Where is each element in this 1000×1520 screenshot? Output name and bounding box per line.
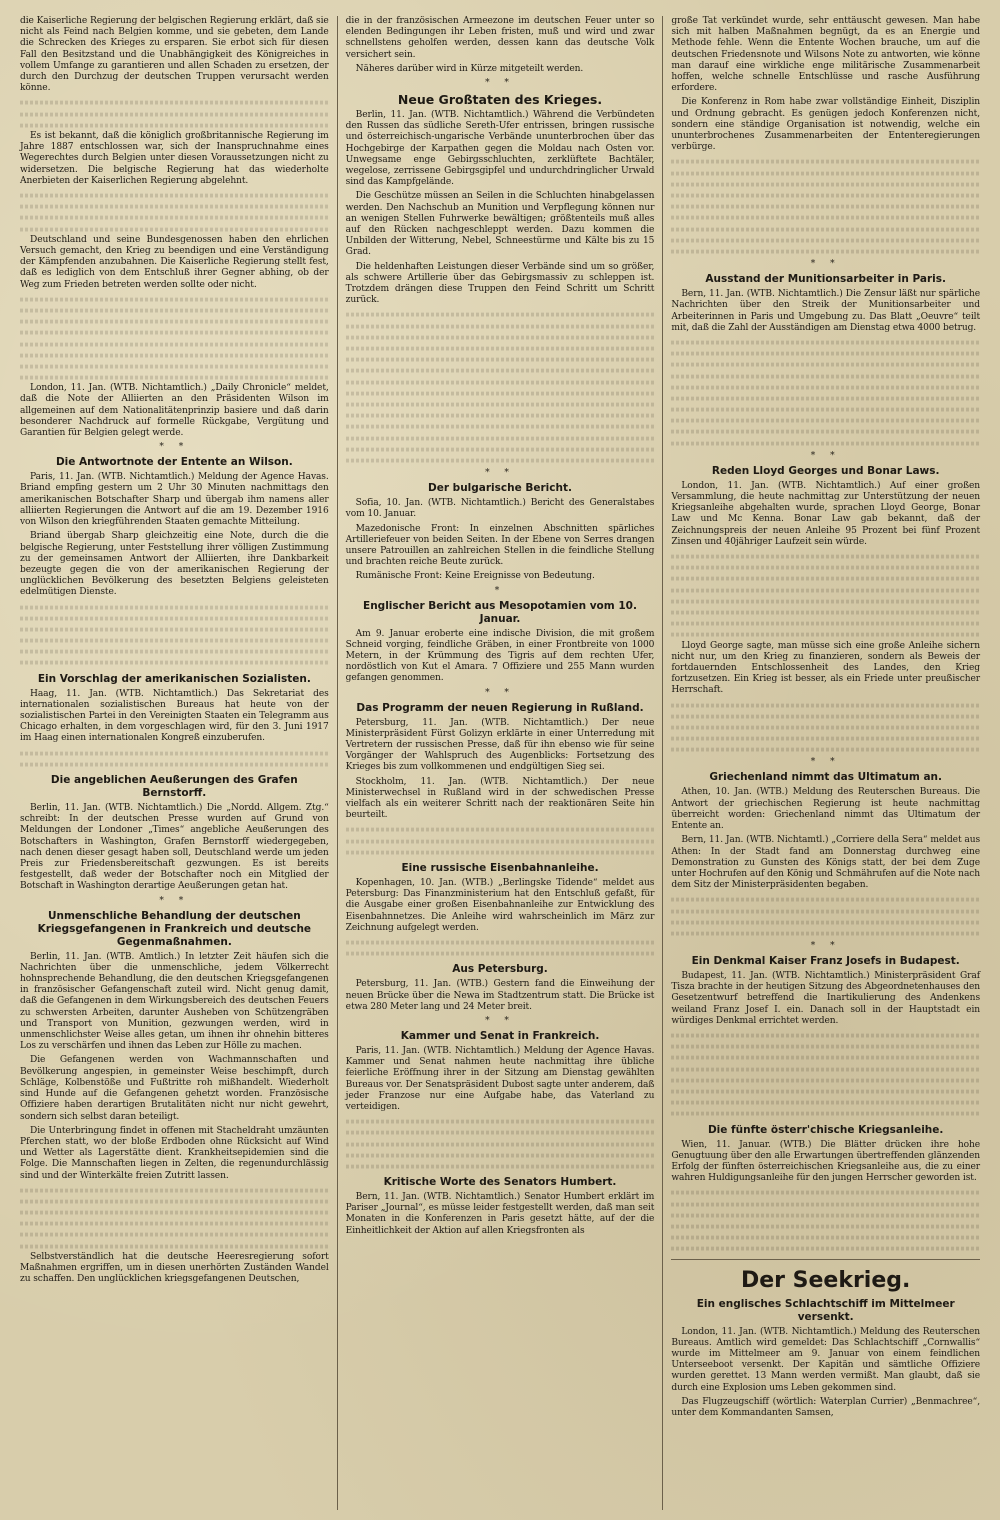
paragraph: Berlin, 11. Jan. (WTB. Amtlich.) In letzter Zeit häufen sich die Nachrichten über die unmenschliche, jedem Völkerrecht hohnsprechende Behandlung, die den deutschen Kriegsgefangenen in französischer Gefangenschaft zuteil wird. Nicht genug damit, daß die Gefangenen in dem Wirkungsbereich des deutschen Feuers zu schwersten Arbeiten, darunter Ausheben von Schützengräben und Transport von Munition, gezwungen werden, wird in unmenschlichster Weise alles getan, um ihnen ihr ohnehin bitteres Los zu verschärfen und ihnen das Leben zur Hölle zu machen. bbox=[20, 951, 329, 1052]
paragraph: Berlin, 11. Jan. (WTB. Nichtamtlich.) Während die Verbündeten den Russen das südliche Sereth-Ufer entrissen, bringen russische und österreichisch-ungarische Verbände ununterbrochen über das Hochgebirge der Karpathen gegen die Moldau nach Osten vor. Unwegsame enge Gebirgsschluchten, zerklüftete Bachtäler, wegelose, zerrissene Gebirgsgipfel und undurchdringlicher Urwald sind das Kampfgelände. bbox=[345, 110, 655, 188]
paragraph: Es ist bekannt, daß die königlich großbritannische Regierung im Jahre 1887 entschlossen war, sich der Inanspruchnahme eines Wegerechtes durch Belgien unter diesen Voraussetzungen nicht zu widersetzen. Die belgische Regierung hat das wiederholte Anerbieten der Kaiserlichen Regierung abgelehnt. bbox=[20, 130, 329, 186]
article-heading: Das Programm der neuen Regierung in Rußland. bbox=[356, 701, 644, 714]
section-rule bbox=[671, 1259, 980, 1260]
paragraph: Bern, 11. Jan. (WTB. Nichtamtl.) „Corriere della Sera“ meldet aus Athen: In der Stadt fand am Donnerstag durchweg eine Demonstration zu Gunsten des Königs statt, der bei dem Zuge unter Hochrufen auf den König und Schmährufen auf die Note nach dem Sitz der Ministerpräsidenten begaben. bbox=[671, 835, 981, 891]
article-heading: Ein Vorschlag der amerikanischen Sozialisten. bbox=[37, 672, 311, 685]
paragraph: London, 11. Jan. (WTB. Nichtamtlich.) Meldung des Reuterschen Bureaus. Amtlich wird gemeldet: Das Schlachtschiff „Cornwallis“ wurde im Mittelmeer am 9. Januar von einem feindlichen Unterseeboot versenkt. Der Kapitän und sämtliche Offiziere wurden gerettet. 13 Mann werden vermißt. Man glaubt, daß sie durch eine Explosion ums Leben gekommen sind. bbox=[671, 1326, 981, 1393]
column-2 bbox=[337, 16, 663, 1510]
column-3 bbox=[662, 16, 988, 1510]
paragraph: Selbstverständlich hat die deutsche Heeresregierung sofort Maßnahmen ergriffen, um in diesen unerhörten Zuständen Wandel zu schaffen. Den unglücklichen kriegsgefangenen Deutschen, bbox=[20, 1251, 329, 1285]
paragraph: Paris, 11. Jan. (WTB. Nichtamtlich.) Meldung der Agence Havas. Kammer und Senat nahmen heute nachmittag ihre übliche feierliche Eröffnung ihrer in der Sitzung am Dienstag gewählten Bureaus vor. Der Senatspräsident Dubost sagte unter anderem, daß jeder Franzose nur eine Aufgabe habe, das Vaterland zu verteidigen. bbox=[345, 1045, 655, 1112]
separator-stars: * * bbox=[159, 442, 190, 453]
section-heading: Der Seekrieg. bbox=[740, 1267, 911, 1293]
article-heading: Reden Lloyd Georges und Bonar Laws. bbox=[711, 464, 940, 477]
article-heading: Die angeblichen Aeußerungen des Grafen Bernstorff. bbox=[50, 774, 298, 800]
article-heading: Neue Großtaten des Krieges. bbox=[397, 92, 603, 108]
paragraph: die in der französischen Armeezone im deutschen Feuer unter so elenden Bedingungen ihr Leben fristen, muß und wird und zwar schnellstens geholfen werden, dessen kann das deutsche Volk versichert sein. bbox=[345, 16, 655, 60]
separator-stars: * * bbox=[485, 468, 515, 479]
separator-stars: * * bbox=[810, 941, 841, 952]
article-heading: Unmenschliche Behandlung der deutschen Kriegsgefangenen in Frankreich und deutsche Gegenmaßnahmen. bbox=[37, 909, 312, 948]
article-heading: Aus Petersburg. bbox=[452, 963, 548, 976]
article-heading: Ein Denkmal Kaiser Franz Josefs in Budapest. bbox=[691, 955, 960, 968]
paragraph: Paris, 11. Jan. (WTB. Nichtamtlich.) Meldung der Agence Havas. Briand empfing gestern um 2 Uhr 30 Minuten nachmittags den amerikanischen Botschafter Sharp und übergab ihm namens aller alliierten Regierungen die Antwort auf die am 19. Dezember 1916 von Wilson den kriegführenden Staaten gemachte Mitteilung. bbox=[20, 472, 329, 528]
paragraph: Kopenhagen, 10. Jan. (WTB.) „Berlingske Tidende“ meldet aus Petersburg: Das Finanzministerium hat den Entschluß gefaßt, für die Ausgabe einer großen Eisenbahnanleihe zur Entwicklung des Eisenbahnnetzes. Die Anleihe wird wahrscheinlich im März zur Zeichnung aufgelegt werden. bbox=[345, 877, 655, 933]
paragraph: Petersburg, 11. Jan. (WTB. Nichtamtlich.) Der neue Ministerpräsident Fürst Golizyn erklärte in einer Unterredung mit Vertretern der russischen Presse, daß für ihn ebenso wie für seine Vorgänger der Wahlspruch des Augenblicks: Fortsetzung des Krieges bis zum vollkommenen und endgültigen Sieg sei. bbox=[345, 717, 655, 773]
columns bbox=[12, 16, 988, 1510]
article-heading: Eine russische Eisenbahnanleihe. bbox=[401, 861, 599, 874]
separator-stars: * * bbox=[810, 259, 841, 270]
article-heading: Kritische Worte des Senators Humbert. bbox=[383, 1176, 617, 1189]
separator-stars: * * bbox=[810, 450, 841, 461]
paragraph: große Tat verkündet wurde, sehr enttäuscht gewesen. Man habe sich mit halben Maßnahmen begnügt, da es an Energie und Methode fehle. Wenn die Entente Wochen brauche, um auf die deutschen Friedensnote und Wilsons Note zu antworten, wie könne man darauf eine wirkliche enge militärische Zusammenarbeit hoffen, welche schnelle Entschlüsse und rasche Ausführung erfordere. bbox=[671, 16, 981, 94]
paragraph: London, 11. Jan. (WTB. Nichtamtlich.) „Daily Chronicle“ meldet, daß die Note der Alliierten an den Präsidenten Wilson im allgemeinen auf dem Nationalitätenprinzip basiere und daß darin besonderer Nachdruck auf formelle Rückgabe, Vergütung und Garantien für Belgien gelegt werde. bbox=[20, 383, 329, 439]
paragraph: Budapest, 11. Jan. (WTB. Nichtamtlich.) Ministerpräsident Graf Tisza brachte in der heutigen Sitzung des Abgeordnetenhauses den Gesetzentwurf betreffend die Inartikulierung des Andenkens weiland Franz Josef I. ein. Danach soll in der Hauptstadt ein würdiges Denkmal errichtet werden. bbox=[671, 971, 981, 1026]
paragraph: Mazedonische Front: In einzelnen Abschnitten spärliches Artilleriefeuer von beiden Seiten. In der Ebene von Serres drangen unsere Patrouillen an zahlreichen Stellen in die feindliche Stellung und brachten reiche Beute zurück. bbox=[345, 523, 655, 568]
paragraph: Die Konferenz in Rom habe zwar vollständige Einheit, Disziplin und Ordnung gebracht. Es genügen jedoch Konferenzen nicht, sondern eine ständige Organisation ist notwendig, welche ein ununterbrochenes Zusammenarbeiten der Ententeregierungen verbürge. bbox=[671, 97, 981, 153]
paragraph: London, 11. Jan. (WTB. Nichtamtlich.) Auf einer großen Versammlung, die heute nachmittag zur Unterstützung der neuen Kriegsanleihe abgehalten wurde, sprachen Lloyd George, Bonar Law und Mc Kenna. Bonar Law gab bekannt, daß der Zeichnungspreis der neuen Anleihe 95 Prozent bei fünf Prozent Zinsen und 40jähriger Laufzeit sein würde. bbox=[671, 480, 981, 547]
article-heading: Der bulgarische Bericht. bbox=[428, 482, 572, 495]
separator-stars: * * bbox=[485, 1015, 515, 1026]
paragraph: Berlin, 11. Jan. (WTB. Nichtamtlich.) Die „Nordd. Allgem. Ztg.“ schreibt: In der deutschen Presse wurden auf Grund von Meldungen der Londoner „Times“ angebliche Aeußerungen des Botschafters in Washington, Grafen Bernstorff wiedergegeben, nach denen dieser gesagt haben soll, Deutschland werde um jeden Preis zur Friedensbereitschaft gezwungen. Es ist bereits festgestellt, daß weder der Botschafter noch ein Mitglied der Botschaft in Washington derartige Aeußerungen getan hat. bbox=[20, 803, 329, 892]
paragraph: Bern, 11. Jan. (WTB. Nichtamtlich.) Senator Humbert erklärt im Pariser „Journal“, es müsse leider festgestellt werden, daß man seit Monaten in die Konferenzen in Paris gesetzt hätte, auf der die Einheitlichkeit der Aktion auf allen Kriegsfronten als bbox=[345, 1192, 655, 1236]
paragraph: Das Flugzeugschiff (wörtlich: Waterplan Currier) „Benmachree“, unter dem Kommandanten Samsen, bbox=[671, 1396, 981, 1418]
separator-stars: * * bbox=[159, 895, 190, 906]
paragraph: Rumänische Front: Keine Ereignisse von Bedeutung. bbox=[355, 571, 595, 582]
paragraph: Bern, 11. Jan. (WTB. Nichtamtlich.) Die Zensur läßt nur spärliche Nachrichten über den Streik der Munitionsarbeiter und Arbeiterinnen in Paris und Umgebung zu. Das Blatt „Oeuvre“ teilt mit, daß die Zahl der Ausständigen am Dienstag etwa 4000 betrug. bbox=[671, 289, 981, 333]
paragraph: Wien, 11. Januar. (WTB.) Die Blätter drücken ihre hohe Genugtuung über den alle Erwartungen übertreffenden glänzenden Erfolg der fünften österreichischen Kriegsanleihe aus, die zu einer wahren Huldigungsanleihe für den jungen Herrscher geworden ist. bbox=[671, 1139, 981, 1184]
article-heading: Englischer Bericht aus Mesopotamien vom 10. Januar. bbox=[363, 599, 637, 625]
paragraph: Am 9. Januar eroberte eine indische Division, die mit großem Schneid vorging, feindliche Gräben, in einer Frontbreite von 1000 Metern, in der Krümmung des Tigris auf dem rechten Ufer, nordöstlich von Kut el Amara. 7 Offiziere und 255 Mann wurden gefangen genommen. bbox=[345, 628, 655, 684]
paragraph: Deutschland und seine Bundesgenossen haben den ehrlichen Versuch gemacht, den Krieg zu beendigen und eine Verständigung der Kämpfenden anzubahnen. Die Kaiserliche Regierung stellt fest, daß es lediglich von dem Entschluß ihrer Gegner abhing, ob der Weg zum Frieden betreten werden sollte oder nicht. bbox=[20, 234, 329, 290]
paragraph: Stockholm, 11. Jan. (WTB. Nichtamtlich.) Der neue Ministerwechsel in Rußland wird in der schwedischen Presse vielfach als ein weiterer Schritt nach der reaktionären Seite hin beurteilt. bbox=[345, 776, 655, 821]
paragraph: die Kaiserliche Regierung der belgischen Regierung erklärt, daß sie nicht als Feind nach Belgien komme, und sie gebeten, dem Lande die Schrecken des Krieges zu ersparen. Sie erbot sich für diesen Fall den Besitzstand und die Unabhängigkeit des Königreiches in vollem Umfange zu garantieren und allen Schaden zu ersetzen, der durch den Durchzug der deutschen Truppen verursacht werden könne. bbox=[20, 16, 329, 94]
article-heading: Ausstand der Munitionsarbeiter in Paris. bbox=[705, 273, 946, 286]
paragraph: Lloyd George sagte, man müsse sich eine große Anleihe sichern nicht nur, um den Krieg zu finanzieren, sondern als Beweis der fortdauernden Entschlossenheit des Landes, den Krieg fortzusetzen. Ein Krieg ist besser, als ein Friede unter preußischer Herrschaft. bbox=[671, 640, 981, 696]
paragraph: Die heldenhaften Leistungen dieser Verbände sind um so größer, als schwere Artillerie über das Gebirgsmassiv zu schleppen ist. Trotzdem drängen diese Truppen den Feind Schritt um Schritt zurück. bbox=[345, 261, 655, 306]
article-heading: Die Antwortnote der Entente an Wilson. bbox=[55, 456, 293, 469]
paragraph: Die Gefangenen werden von Wachmannschaften und Bevölkerung angespien, in gemeinster Weise beschimpft, durch Schläge, Kolbenstöße und Fußtritte roh mißhandelt. Wiederholt sind Hunde auf die Gefangenen gehetzt worden. Französische Offiziere haben derartigen Brutalitäten nicht nur nicht gewehrt, sondern sich selbst daran beteiligt. bbox=[20, 1055, 329, 1122]
paragraph: Athen, 10. Jan. (WTB.) Meldung des Reuterschen Bureaus. Die Antwort der griechischen Regierung ist heute nachmittag überreicht worden: Griechenland nimmt das Ultimatum der Entente an. bbox=[671, 787, 981, 832]
article-heading: Die fünfte österr'chische Kriegsanleihe. bbox=[707, 1123, 944, 1136]
paragraph: Haag, 11. Jan. (WTB. Nichtamtlich.) Das Sekretariat des internationalen sozialistischen Bureaus hat heute von der sozialistischen Partei in den Vereinigten Staaten ein Telegramm aus Chicago erhalten, in dem vorgeschlagen wird, für den 3. Juni 1917 im Haag einen internationalen Kongreß einzuberufen. bbox=[20, 688, 329, 744]
paragraph: Petersburg, 11. Jan. (WTB.) Gestern fand die Einweihung der neuen Brücke über die Newa im Stadtzentrum statt. Die Brücke ist etwa 280 Meter lang und 24 Meter breit. bbox=[345, 979, 655, 1012]
article-heading: Griechenland nimmt das Ultimatum an. bbox=[709, 771, 943, 784]
separator-stars: * * bbox=[810, 757, 841, 768]
separator-stars: * * bbox=[485, 687, 515, 698]
paragraph: Die Unterbringung findet in offenen mit Stacheldraht umzäunten Pferchen statt, wo der bloße Erdboden ohne Rücksicht auf Wind und Wetter als Lagerstätte dient. Krankheitsepidemien sind die Folge. Die Mannschaften liegen in Zelten, die regenundurchlässig sind und der Winterkälte freien Zutritt lassen. bbox=[20, 1125, 329, 1181]
paragraph: Sofia, 10. Jan. (WTB. Nichtamtlich.) Bericht des Generalstabes vom 10. Januar. bbox=[345, 498, 655, 520]
paragraph: Näheres darüber wird in Kürze mitgeteilt werden. bbox=[355, 63, 584, 74]
paragraph: Die Geschütze müssen an Seilen in die Schluchten hinabgelassen werden. Den Nachschub an Munition und Verpflegung können nur an wenigen Stellen Fuhrwerke bewältigen; größtenteils muß alles auf den Rücken nachgeschleppt werden. Dazu kommen die Unbilden der Witterung, Nebel, Schneestürme und Kälte bis zu 15 Grad. bbox=[345, 191, 655, 258]
separator-stars: * bbox=[494, 585, 506, 596]
article-heading: Ein englisches Schlachtschiff im Mittelmeer versenkt. bbox=[696, 1297, 955, 1323]
column-1 bbox=[12, 16, 337, 1510]
separator-stars: * * bbox=[485, 78, 515, 89]
paragraph: Briand übergab Sharp gleichzeitig eine Note, durch die die belgische Regierung, unter Feststellung ihrer völligen Zustimmung zu der gemeinsamen Antwort der Alliierten, ihre Dankbarkeit bezeugte gegen die von der amerikanischen Regierung der unglücklichen Bevölkerung des besetzten Belgiens geleisteten edelmütigen Dienste. bbox=[20, 531, 329, 598]
article-heading: Kammer und Senat in Frankreich. bbox=[400, 1029, 600, 1042]
